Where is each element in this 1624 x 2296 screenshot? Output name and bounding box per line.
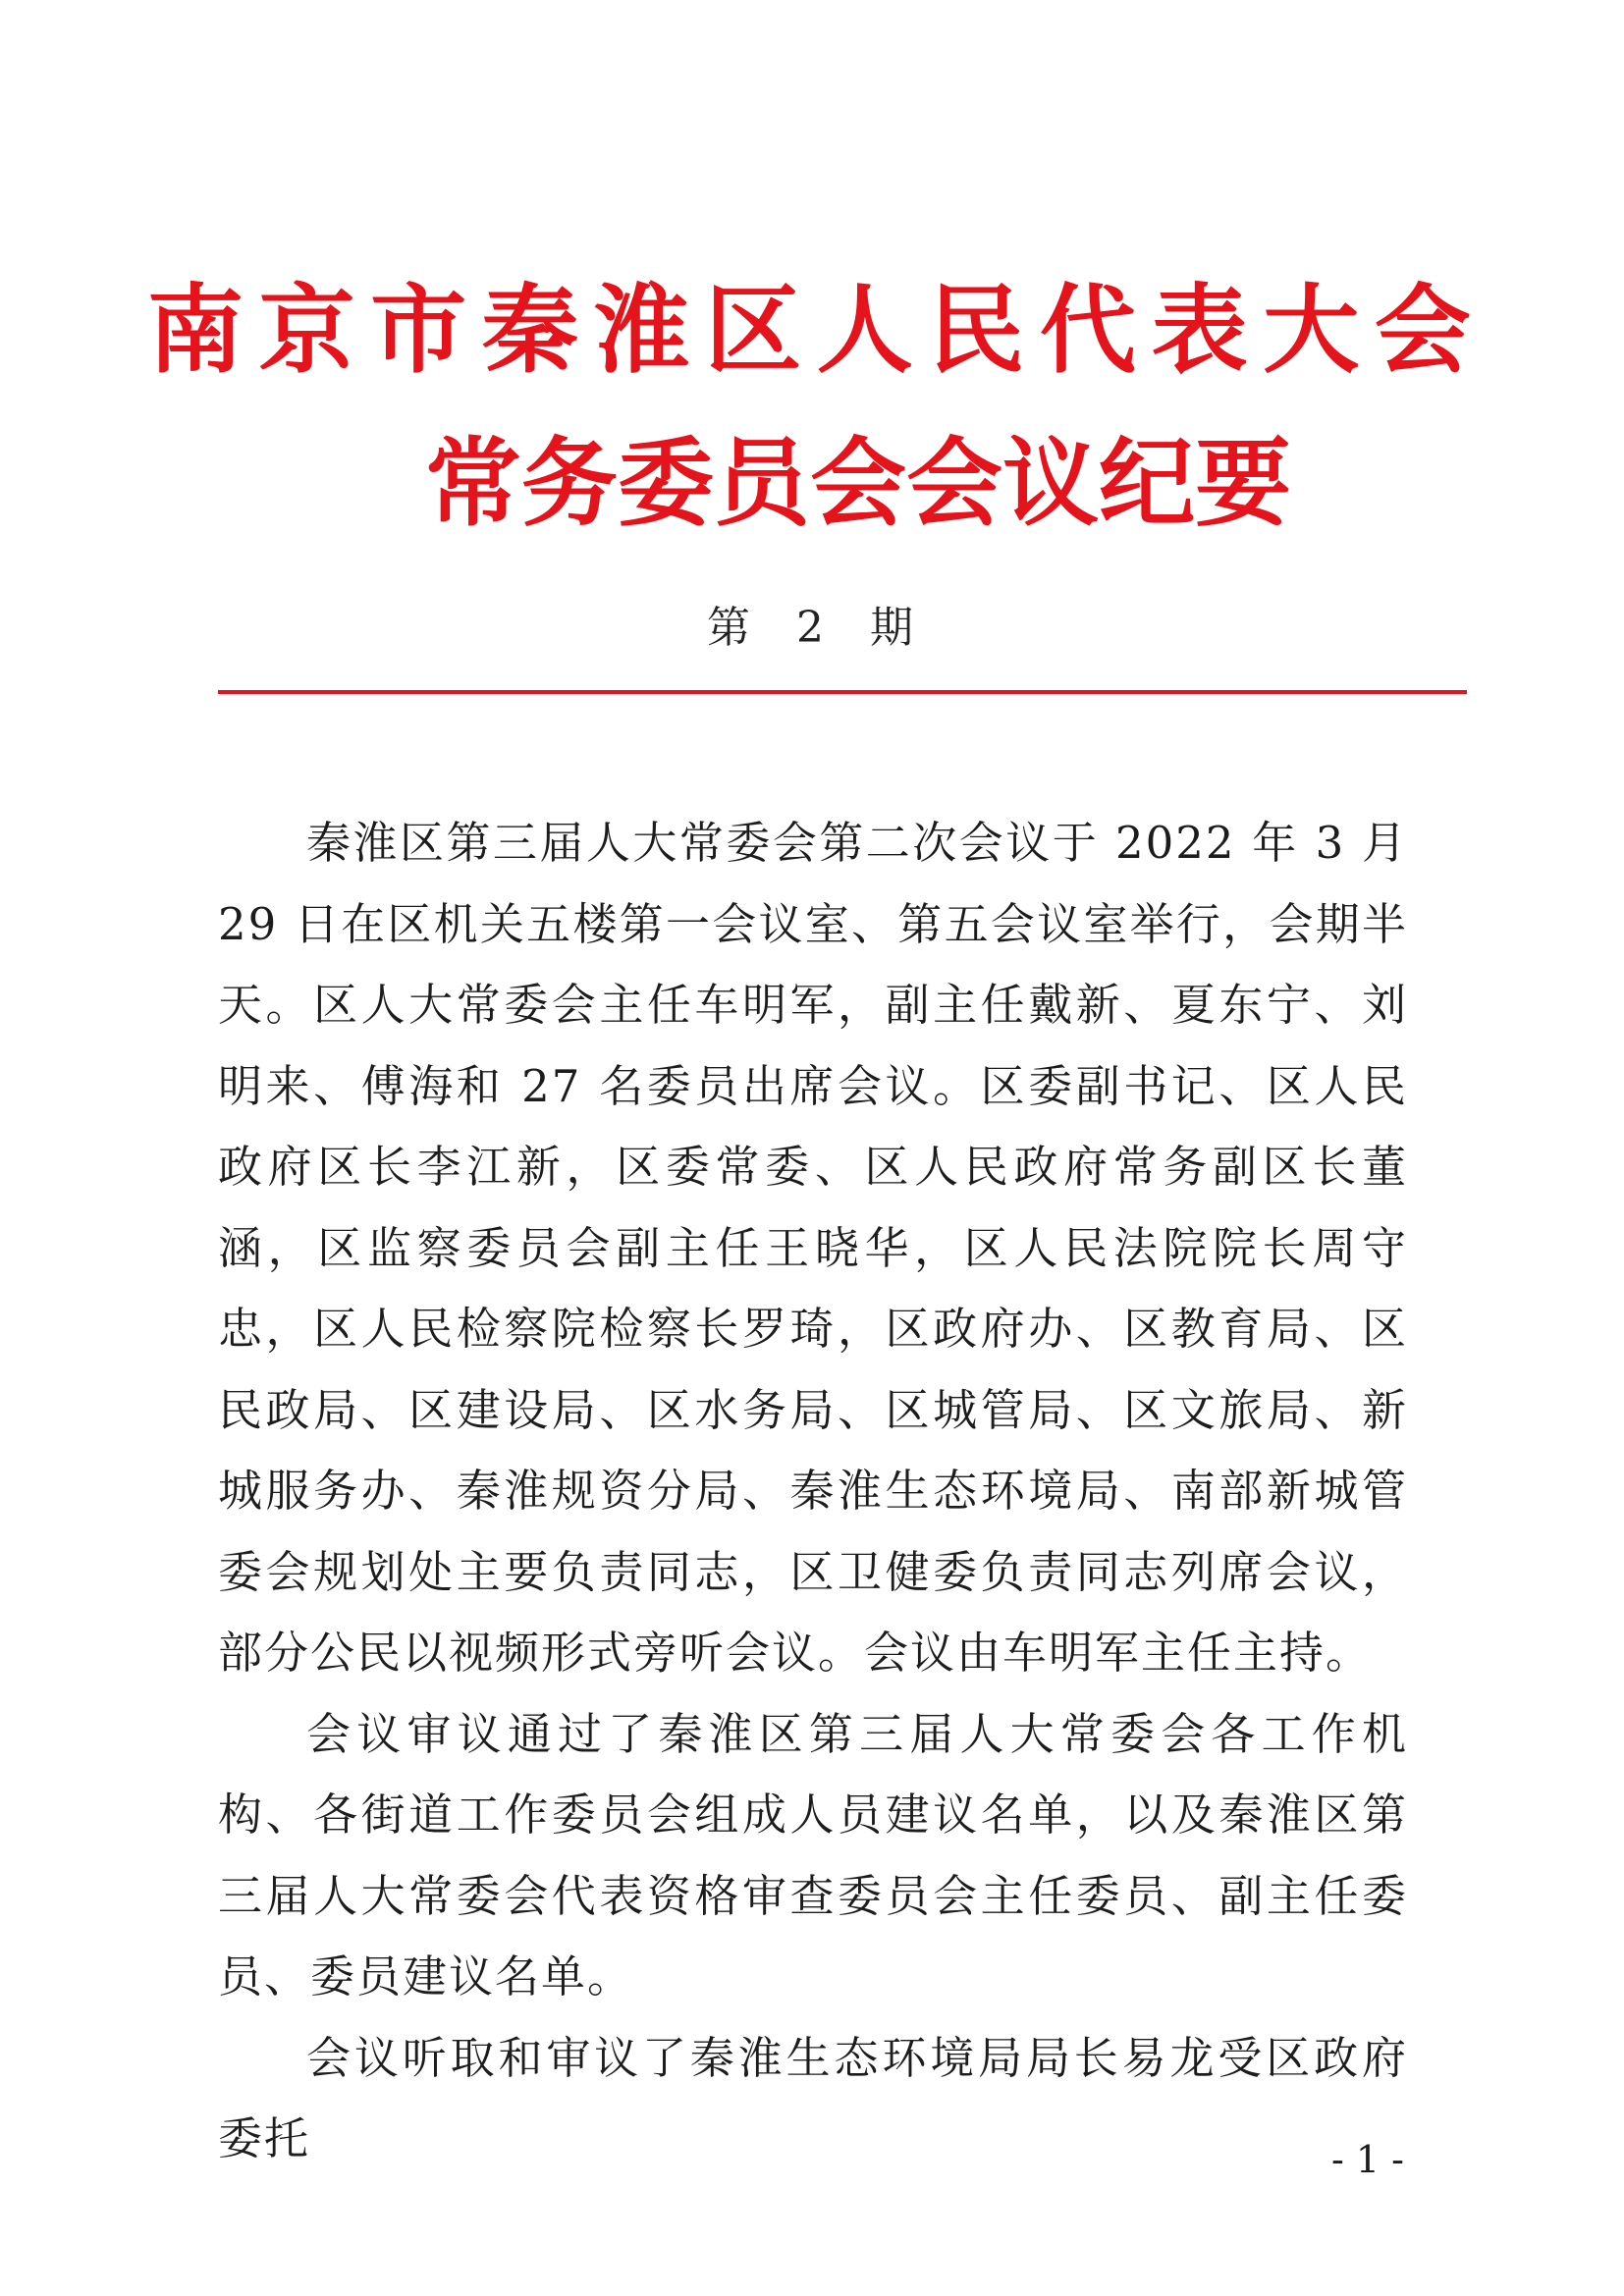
title-line-2-char: 要: [1195, 428, 1292, 540]
issue-value: 2: [796, 603, 824, 653]
paragraph-3: 会议听取和审议了秦淮生态环境局局长易龙受区政府委托: [218, 2031, 1408, 2164]
title-line-2-char: 会: [906, 428, 1003, 540]
title-line-1-char: 区: [705, 275, 802, 387]
document-title-line-2: [425, 428, 1292, 540]
paragraph-1: 秦淮区第三届人大常委会第二次会议于 2022 年 3 月 29 日在区机关五楼第一会议室、第五会议室举行，会期半天。区人大常委会主任车明军，副主任戴新、夏东宁、刘明来、傅海和 27 名委员出席会议。区委副书记、区人民政府区长李江新，区委常委、区人民政府常务副区长董涵，区监察委员会副主任王晓华，区人民法院院长周守忠，区人民检察院检察长罗琦，区政府办、区教育局、区民政局、区建设局、区水务局、区城管局、区文旅局、新城服务办、秦淮规资分局、秦淮生态环境局、南部新城管委会规划处主要负责同志，区卫健委负责同志列席会议，部分公民以视频形式旁听会议。会议由车明军主任主持。: [218, 817, 1408, 1679]
title-line-2-char: 常: [425, 428, 522, 540]
title-line-1-char: 表: [1151, 275, 1248, 387]
document-body: [218, 803, 1408, 2180]
title-line-1-char: 京: [258, 275, 355, 387]
issue-prefix: 第: [707, 603, 750, 653]
issue-number: [707, 601, 913, 656]
title-line-1-char: 南: [147, 275, 244, 387]
red-divider-rule: [218, 690, 1467, 694]
title-line-1-char: 人: [816, 275, 913, 387]
title-line-1-char: 会: [1374, 275, 1471, 387]
issue-suffix: 期: [870, 603, 913, 653]
title-line-1-char: 代: [1040, 275, 1137, 387]
page-number: - 1 -: [1331, 2138, 1405, 2181]
paragraph-2: 会议审议通过了秦淮区第三届人大常委会各工作机构、各街道工作委员会组成人员建议名单，以及秦淮区第三届人大常委会代表资格审查委员会主任委员、副主任委员、委员建议名单。: [218, 1707, 1408, 2002]
title-line-2-char: 会: [810, 428, 907, 540]
title-line-1-char: 淮: [593, 275, 690, 387]
title-line-2-char: 务: [521, 428, 619, 540]
title-line-1-char: 大: [1263, 275, 1360, 387]
title-line-2-char: 委: [618, 428, 715, 540]
title-line-2-char: 议: [1002, 428, 1100, 540]
title-line-2-char: 纪: [1099, 428, 1196, 540]
title-line-1-char: 市: [370, 275, 467, 387]
document-title-line-1: [147, 277, 1471, 385]
title-line-1-char: 秦: [481, 275, 578, 387]
title-line-1-char: 民: [928, 275, 1025, 387]
title-line-2-char: 员: [714, 428, 811, 540]
